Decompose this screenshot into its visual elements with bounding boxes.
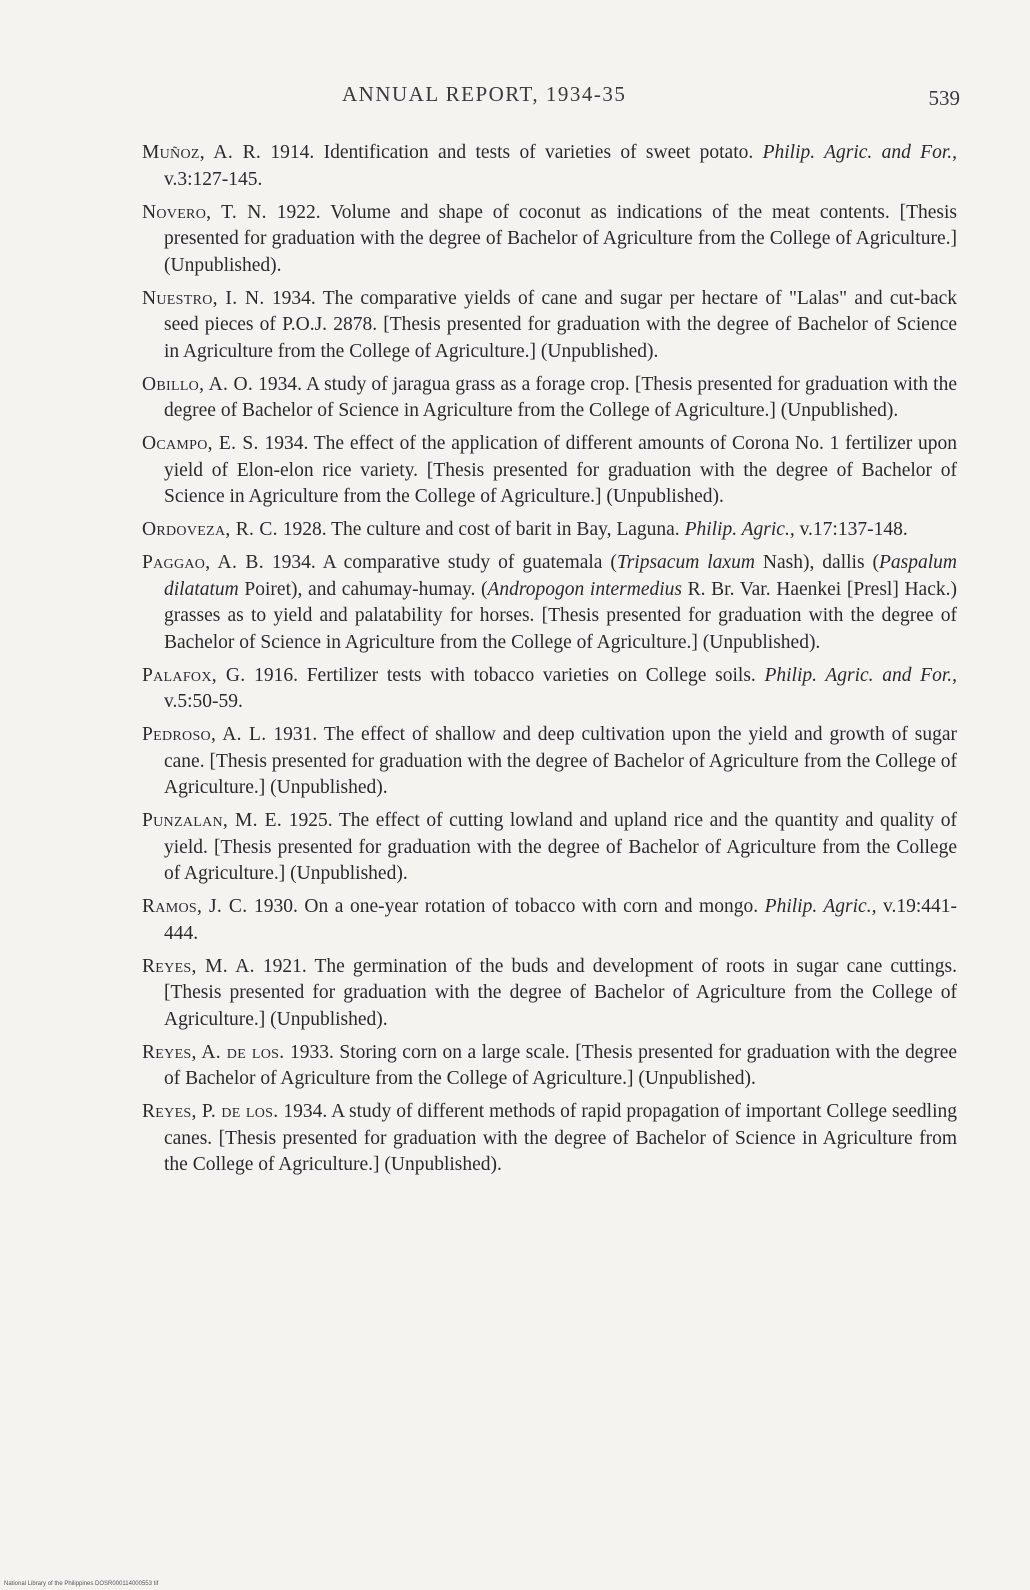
reference-details: [Thesis presented for graduation with the degree of Bachelor of Agriculture from the College of Agriculture.] (Unpublished).: [164, 982, 957, 1030]
reference-year: 1934.: [283, 1101, 328, 1122]
reference-author: Reyes, P. de los.: [142, 1101, 279, 1122]
reference-year: 1934.: [264, 433, 309, 454]
reference-journal: Philip. Agric.,: [764, 896, 877, 917]
reference-title: The culture and cost of barit in Bay, Laguna.: [331, 519, 680, 540]
reference-entry: [142, 722, 957, 802]
reference-details: v.19:441-444.: [164, 896, 958, 944]
reference-title: On a one-year rotation of tobacco with corn and mongo.: [304, 896, 759, 917]
reference-author: Paggao, A. B.: [142, 552, 264, 573]
reference-list: [142, 140, 957, 1185]
reference-entry: [142, 286, 957, 366]
reference-title: A study of jaragua grass as a forage crop.: [306, 373, 630, 395]
scientific-name: Paspalum dilatatum: [164, 552, 958, 600]
reference-year: 1934.: [271, 287, 316, 309]
reference-title-part: A comparative study of guatemala (: [322, 552, 617, 573]
reference-details: [Thesis presented for graduation with the degree of Bachelor of Agriculture from the College of Agriculture.] (Unpublished).: [164, 750, 958, 798]
reference-details: [Thesis presented for graduation with the degree of Bachelor of Science in Agriculture from the College of Agriculture.] (Unpublished).: [164, 1127, 957, 1175]
reference-details: v.3:127-145.: [164, 168, 263, 190]
page-number: 539: [928, 86, 960, 110]
scientific-name: Andropogon intermedius: [487, 578, 682, 600]
reference-year: 1931.: [273, 724, 318, 745]
reference-author: Reyes, A. de los.: [142, 1041, 285, 1063]
reference-author: Reyes, M. A.: [142, 955, 255, 977]
reference-title-part: Nash), dallis (: [754, 552, 880, 573]
reference-entry: [142, 1040, 957, 1093]
reference-entry: [142, 894, 957, 947]
reference-details: [Thesis presented for graduation with the degree of Bachelor of Agriculture from the College of Agriculture.] (Unpublished).: [164, 836, 957, 884]
reference-entry: [142, 663, 957, 716]
reference-year: 1921.: [262, 955, 307, 977]
reference-title: Identification and tests of varieties of sweet potato.: [323, 142, 754, 163]
scientific-name: Tripsacum laxum: [616, 552, 755, 573]
reference-title: The effect of the application of different amounts of Corona No. 1 fertilizer upon yield of Elon-elon rice variety.: [164, 433, 957, 481]
reference-author: Novero, T. N.: [142, 201, 267, 223]
reference-author: Ordoveza, R. C.: [142, 519, 278, 540]
reference-title-part: R. Br. Var. Haenkei [Presl] Hack.) grasses as to yield and palatability for horses.: [164, 578, 957, 626]
reference-title: The effect of cutting lowland and upland rice and the quantity and quality of yield.: [164, 810, 958, 858]
reference-author: Punzalan, M. E.: [142, 810, 283, 831]
reference-details: [Thesis presented for graduation with the degree of Bachelor of Science in Agriculture from the College of Agriculture.] (Unpublished).: [164, 459, 957, 507]
reference-journal: Philip. Agric. and For.,: [762, 142, 958, 163]
reference-details: v.5:50-59.: [164, 691, 243, 712]
reference-journal: Philip. Agric.,: [684, 519, 795, 540]
reference-entry: [142, 431, 957, 511]
reference-details: [Thesis presented for graduation with the degree of Bachelor of Science in Agriculture from the College of Agriculture.] (Unpublished).: [164, 605, 957, 653]
reference-details: [Thesis presented for graduation with the degree of Bachelor of Agriculture from the College of Agriculture.] (Unpublished).: [164, 201, 958, 276]
reference-journal: Philip. Agric. and For.,: [764, 664, 957, 686]
reference-entry: [142, 372, 957, 425]
reference-author: Ocampo, E. S.: [142, 433, 259, 454]
reference-title: Volume and shape of coconut as indications of the meat contents.: [330, 201, 890, 223]
reference-year: 1934.: [258, 373, 303, 395]
reference-title: The effect of shallow and deep cultivation upon the yield and growth of sugar cane.: [164, 724, 958, 772]
reference-title: Fertilizer tests with tobacco varieties on College soils.: [306, 664, 756, 686]
reference-title: The germination of the buds and development of roots in sugar cane cuttings.: [314, 955, 958, 977]
reference-title: Storing corn on a large scale.: [339, 1041, 570, 1063]
reference-details: v.17:137-148.: [799, 519, 908, 540]
reference-entry: [142, 550, 957, 656]
reference-title: A study of different methods of rapid propagation of important College seedling canes.: [164, 1101, 957, 1149]
reference-author: Nuestro, I. N.: [142, 287, 265, 309]
reference-year: 1933.: [289, 1041, 334, 1063]
reference-details: [Thesis presented for graduation with the degree of Bachelor of Science in Agriculture from the College of Agriculture.] (Unpublished).: [164, 373, 957, 421]
reference-year: 1916.: [254, 664, 299, 686]
running-title: ANNUAL REPORT, 1934-35: [342, 82, 627, 106]
reference-author: Muñoz, A. R.: [142, 142, 262, 163]
scan-watermark: National Library of the Philippines DOSR000114000553 tif: [4, 1581, 159, 1587]
reference-year: 1922.: [276, 201, 321, 223]
reference-year: 1934.: [271, 552, 316, 573]
reference-author: Ramos, J. C.: [142, 896, 248, 917]
reference-author: Obillo, A. O.: [142, 373, 254, 395]
reference-year: 1930.: [253, 896, 298, 917]
reference-entry: [142, 954, 957, 1034]
reference-year: 1925.: [288, 810, 333, 831]
reference-year: 1928.: [282, 519, 327, 540]
reference-title: The comparative yields of cane and sugar per hectare of "Lalas" and cut-back seed pieces of P.O.J. 2878.: [164, 287, 958, 335]
reference-author: Palafox, G.: [142, 664, 246, 686]
reference-details: [Thesis presented for graduation with the degree of Bachelor of Agriculture from the College of Agriculture.] (Unpublished).: [164, 1041, 958, 1089]
reference-entry: [142, 1099, 957, 1179]
reference-title-part: Poiret), and cahumay-humay. (: [238, 578, 488, 600]
reference-author: Pedroso, A. L.: [142, 724, 267, 745]
reference-entry: [142, 200, 957, 280]
page-header: [160, 82, 960, 112]
reference-entry: [142, 140, 957, 193]
reference-entry: [142, 517, 957, 544]
reference-entry: [142, 808, 957, 888]
reference-year: 1914.: [270, 142, 315, 163]
reference-details: [Thesis presented for graduation with the degree of Bachelor of Science in Agriculture from the College of Agriculture.] (Unpublished).: [164, 314, 958, 362]
